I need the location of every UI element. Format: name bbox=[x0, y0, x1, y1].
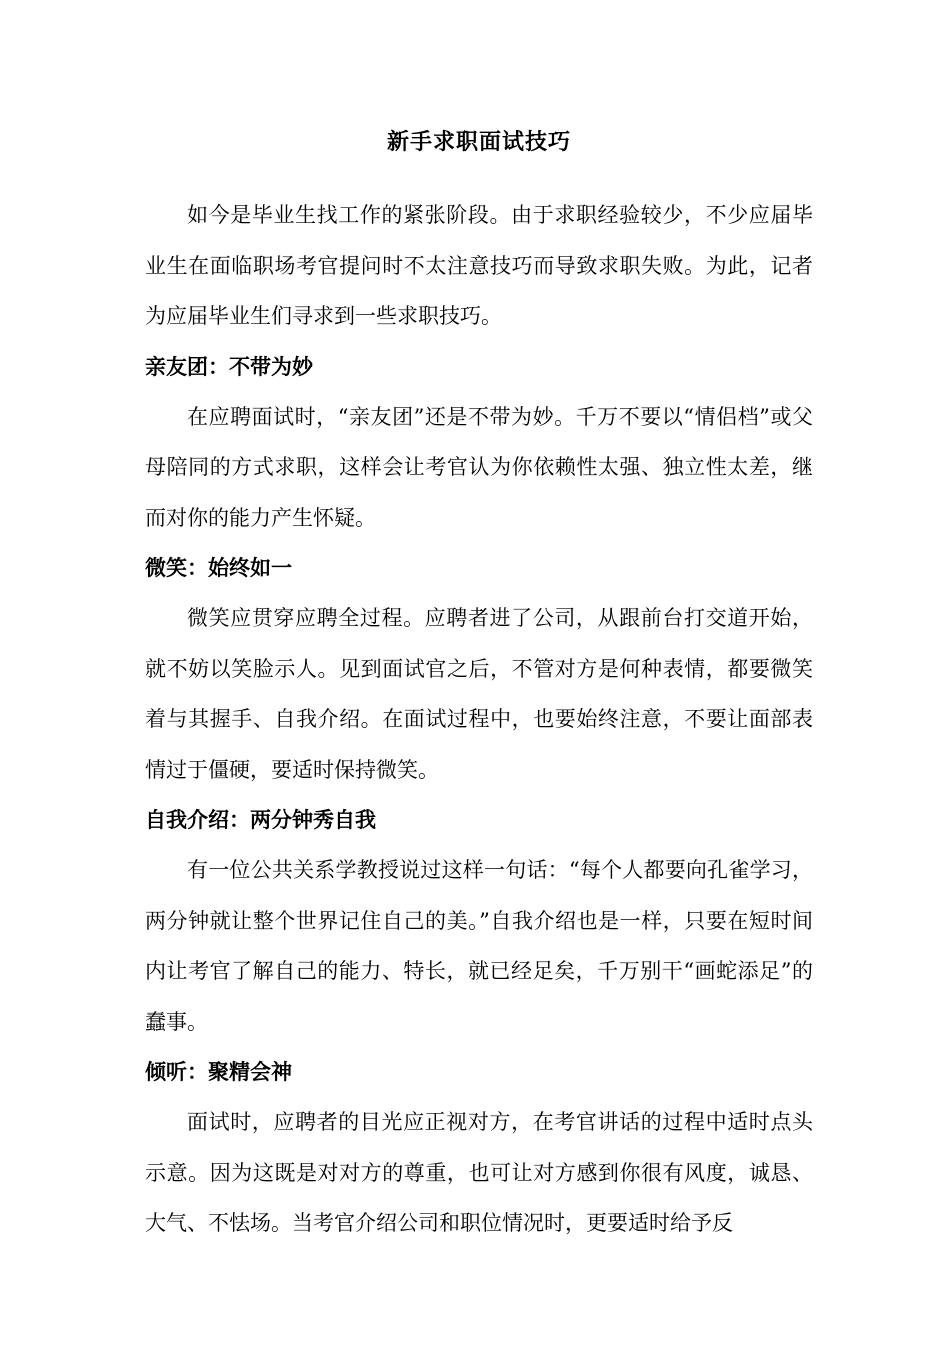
section-body-relatives: 在应聘面试时，“亲友团”还是不带为妙。千万不要以“情侣档”或父母陪同的方式求职，这样会让考官认为你依赖性太强、独立性太差，继而对你的能力产生怀疑。 bbox=[145, 404, 813, 530]
section-body-smile: 微笑应贯穿应聘全过程。应聘者进了公司，从跟前台打交道开始，就不妨以笑脸示人。见到面试官之后，不管对方是何种表情，都要微笑着与其握手、自我介绍。在面试过程中，也要始终注意，不要让面部表情过于僵硬，要适时保持微笑。 bbox=[145, 606, 813, 782]
document-content bbox=[145, 122, 813, 1249]
section-body-listening: 面试时，应聘者的目光应正视对方，在考官讲话的过程中适时点头示意。因为这既是对对方的尊重，也可让对方感到你很有风度，诚恳、大气、不怯场。当考官介绍公司和职位情况时，更要适时给予反 bbox=[145, 1110, 813, 1235]
intro-paragraph: 如今是毕业生找工作的紧张阶段。由于求职经验较少，不少应届毕业生在面临职场考官提问时不太注意技巧而导致求职失败。为此，记者为应届毕业生们寻求到一些求职技巧。 bbox=[145, 203, 813, 328]
section-heading-listening: 倾听：聚精会神 bbox=[145, 1060, 292, 1084]
section-heading-self-intro: 自我介绍：两分钟秀自我 bbox=[145, 808, 376, 832]
section-heading-smile: 微笑：始终如一 bbox=[145, 556, 292, 580]
document-title: 新手求职面试技巧 bbox=[386, 129, 571, 155]
section-heading-relatives: 亲友团：不带为妙 bbox=[145, 354, 313, 379]
section-body-self-intro: 有一位公共关系学教授说过这样一句话：“每个人都要向孔雀学习，两分钟就让整个世界记住自己的美。”自我介绍也是一样，只要在短时间内让考官了解自己的能力、特长，就已经足矣，千万别干“画蛇添足”的蠢事。 bbox=[145, 858, 813, 1034]
